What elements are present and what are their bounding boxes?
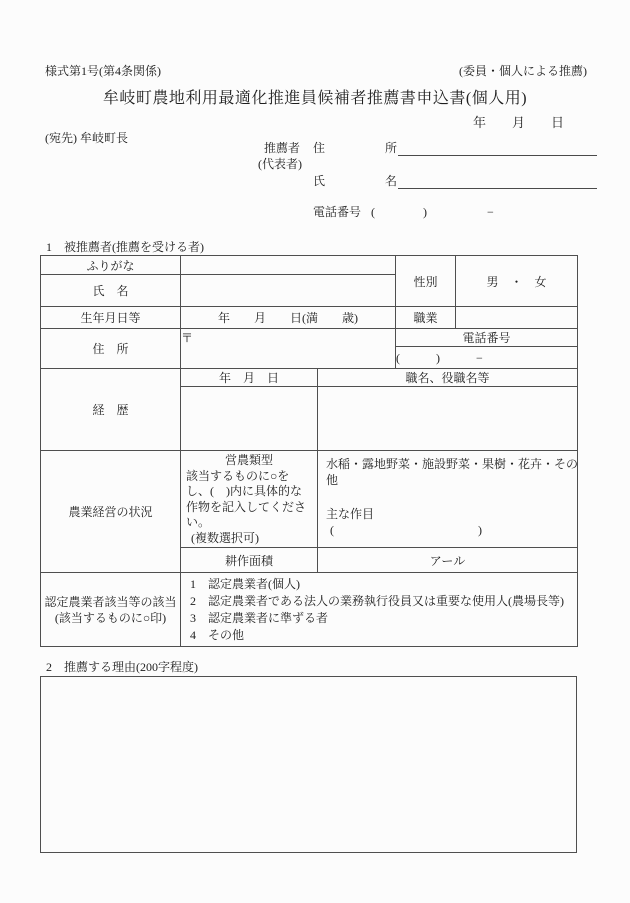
certified-options-cell (181, 573, 578, 647)
name-label: 氏 名 (41, 275, 181, 307)
crops-cell (318, 451, 578, 548)
recommender-name-underline (398, 172, 597, 189)
addressee: (宛先) 牟岐町長 (45, 131, 128, 145)
main-crop-input: ( ) (330, 523, 482, 537)
career-date-input-cell (181, 387, 318, 451)
name-input-cell (181, 275, 396, 307)
certified-option: 4 その他 (190, 628, 245, 642)
address-input-cell: 〒 (181, 329, 396, 369)
recommender-phone-label: 電話番号 (313, 205, 362, 219)
farming-type-note-line: い。 (186, 515, 211, 529)
phone-format-cell: ( ) − (396, 347, 578, 369)
crops-spacer (318, 488, 577, 506)
area-label: 耕作面積 (181, 548, 318, 573)
certified-label-cell (41, 573, 181, 647)
farming-type-note-line: 作物を記入してくださ (186, 499, 307, 514)
career-position-input-cell (318, 387, 578, 451)
crops-line: 他 (326, 473, 339, 487)
nominee-table (40, 255, 578, 647)
sex-value: 男 ・ 女 (456, 256, 578, 307)
farming-type-note-line: し、( )内に具体的な (186, 484, 302, 498)
certified-option: 3 認定農業者に準ずる者 (190, 611, 329, 625)
certified-label-line1: 認定農業者該当等の該当 (44, 594, 177, 609)
recommender-name-label: 氏 名 (313, 174, 398, 188)
recommender-address-underline (398, 139, 597, 156)
section1-heading: 1 被推薦者(推薦を受ける者) (46, 240, 204, 254)
career-position-header: 職名、役職名等 (318, 369, 578, 387)
career-date-header: 年 月 日 (181, 369, 318, 387)
certified-label-line2: (該当するものに○印) (54, 610, 167, 625)
certified-option: 2 認定農業者である法人の業務執行役員又は重要な使用人(農場長等) (190, 594, 564, 608)
recommender-phone-row (313, 203, 494, 220)
sex-label: 性別 (396, 256, 456, 307)
address-label: 住 所 (41, 329, 181, 369)
birth-format-cell: 年 月 日(満 歳) (181, 307, 396, 329)
birth-label: 生年月日等 (41, 307, 181, 329)
farming-label: 農業経営の状況 (41, 451, 181, 573)
recommendation-note: (委員・個人による推薦) (459, 64, 587, 78)
main-crop-label: 主な作目 (326, 507, 375, 521)
recommender-label: 推薦者 (264, 141, 301, 155)
area-unit-cell: アール (318, 548, 578, 573)
recommender-address-label: 住 所 (313, 141, 398, 155)
date-line: 年 月 日 (472, 115, 564, 130)
occupation-label: 職業 (396, 307, 456, 329)
recommender-sublabel: (代表者) (258, 157, 302, 171)
crops-line: 水稲・露地野菜・施設野菜・果樹・花卉・その (326, 457, 579, 471)
farming-type-title: 営農類型 (224, 453, 273, 467)
page-title: 牟岐町農地利用最適化推進員候補者推薦書申込書(個人用) (102, 90, 528, 107)
certified-option: 1 認定農業者(個人) (190, 577, 300, 591)
farming-type-note-line: (複数選択可) (191, 530, 259, 545)
recommender-phone-format: ( ) − (371, 205, 494, 219)
furigana-label: ふりがな (41, 256, 181, 275)
section2-heading: 2 推薦する理由(200字程度) (46, 660, 198, 674)
farming-type-note-line: 該当するものに○を (186, 468, 290, 483)
career-label: 経 歴 (41, 369, 181, 451)
reason-box (40, 676, 577, 853)
farming-type-cell (181, 451, 318, 548)
furigana-input-cell (181, 256, 396, 275)
occupation-input-cell (456, 307, 578, 329)
phone-header: 電話番号 (396, 329, 578, 347)
form-number: 様式第1号(第4条関係) (45, 64, 161, 78)
